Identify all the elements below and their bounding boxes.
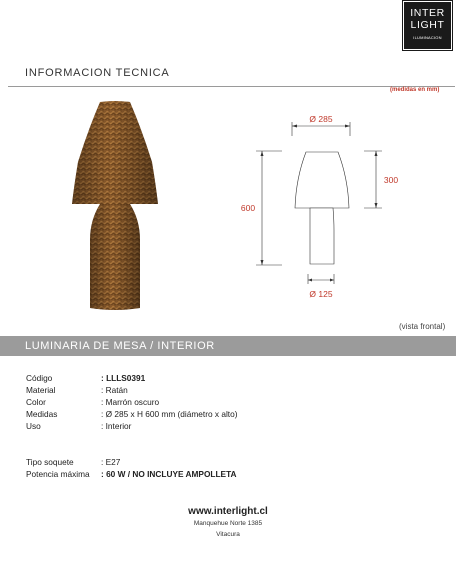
spec-label: Código xyxy=(26,373,53,383)
website-link[interactable]: www.interlight.cl xyxy=(188,506,268,517)
lamp-photo xyxy=(70,100,160,315)
footer-city: Vitacura xyxy=(216,531,240,538)
section-title: INFORMACION TECNICA xyxy=(25,67,170,79)
dim-height-shade: 300 xyxy=(383,175,399,185)
spec-label: Material xyxy=(26,385,56,395)
dim-height-total: 600 xyxy=(240,203,256,213)
spec-value: : Marrón oscuro xyxy=(101,397,160,407)
spec-label: Potencia máxima xyxy=(26,469,90,479)
brand-logo xyxy=(403,1,452,50)
product-category: LUMINARIA DE MESA / INTERIOR xyxy=(25,340,215,352)
units-note: (medidas en mm) xyxy=(390,87,440,93)
spec-value: : Ratán xyxy=(101,385,128,395)
drawing-shade xyxy=(295,152,349,208)
logo-line-3: ILUMINACION xyxy=(413,35,442,40)
spec-value: : E27 xyxy=(101,457,121,467)
spec-value: : 60 W / NO INCLUYE AMPOLLETA xyxy=(101,469,237,479)
footer-address: Manquehue Norte 1385 xyxy=(193,520,263,527)
dimension-drawing xyxy=(230,108,420,303)
spec-value: : LLLS0391 xyxy=(101,373,146,383)
spec-label: Color xyxy=(26,397,46,407)
view-label: (vista frontal) xyxy=(399,322,446,331)
dim-diameter-base: Ø 125 xyxy=(309,289,333,299)
spec-label: Medidas xyxy=(26,409,58,419)
section-divider xyxy=(8,86,455,87)
spec-value: : Ø 285 x H 600 mm (diámetro x alto) xyxy=(101,409,238,419)
spec-label: Uso xyxy=(26,421,41,431)
logo-line-1: INTER xyxy=(410,7,445,19)
spec-label: Tipo soquete xyxy=(26,457,74,467)
dim-diameter-top: Ø 285 xyxy=(309,114,333,124)
spec-value: : Interior xyxy=(101,421,132,431)
drawing-base xyxy=(310,208,334,264)
logo-line-2: LIGHT xyxy=(410,19,445,31)
